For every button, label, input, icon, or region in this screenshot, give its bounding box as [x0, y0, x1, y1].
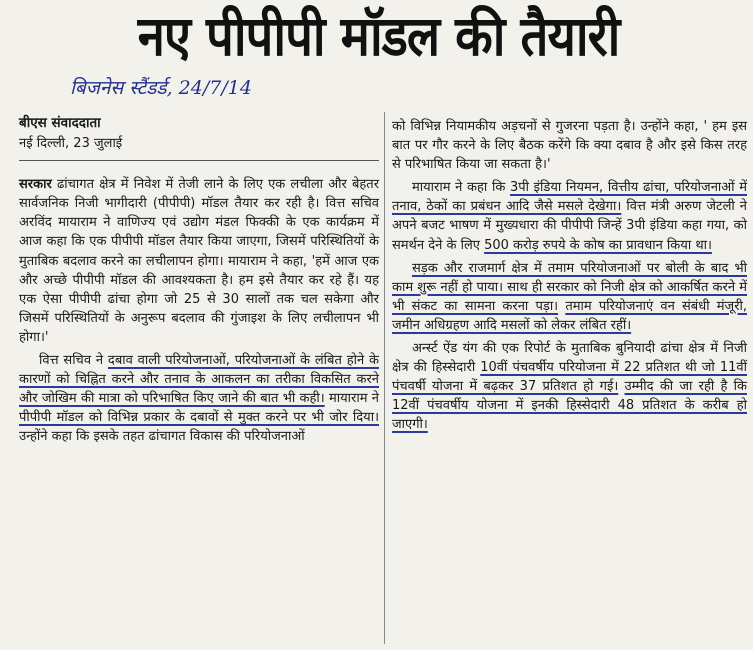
dateline: नई दिल्ली, 23 जुलाई	[19, 136, 123, 152]
underlined-text: दबाव वाली परियोजनाओं, परियोजनाओं के लंबित होने के कारणों को चिह्नित करने और तनाव के आकलन का तरीका विकसित करने और जोखिम की मात्रा को परिभाषित किए जाने की बात भी कही।	[19, 353, 379, 407]
underlined-text: 10वीं पंचवर्षीय परियोजना में 22 प्रतिशत थी जो 11वीं पंचवर्षी योजना में बढ़कर 37 प्रतिशत हो गई।	[392, 360, 747, 395]
paragraph-text: ढांचागत क्षेत्र में निवेश में तेजी लाने के लिए एक लचीला और बेहतर सार्वजनिक निजी भागीदारी (पीपीपी) मॉडल तैयार कर रही है। वित्त सचिव अरविंद मायाराम ने वाणिज्य एवं उद्योग मंडल फिक्की के एक कार्यक्रम में आज कहा कि एक पीपीपी मॉडल तैयार किया जाएगा, जिसमें परिस्थितियों के मुताबिक बदलाव करने का लचीलापन होगा। मायाराम ने कहा, 'हमें आज एक और अच्छे पीपीपी मॉडल की आवश्यकता है। हम इसे तैयार कर रहे हैं। यह एक ऐसा पीपीपी ढांचा होगा जो 25 से 30 सालों तक चल सकेगा और जिसमें परिस्थितियों के अनुरूप बदलाव की गुंजाइश के लिए लचीलापन भी होगा।'	[19, 177, 380, 345]
right-column	[392, 117, 747, 439]
lead-word: सरकार	[19, 177, 52, 193]
paragraph-3: को विभिन्न नियामकीय अड़चनों से गुजरना पड़ता है। उन्होंने कहा, ' हम इस बात पर गौर करने के लिए बैठक करेंगे कि क्या दबाव है और इसे किस तरह से परिभाषित किया जा सकता है।'	[392, 119, 747, 173]
paragraph-text: अर्न्स्ट ऐंड यंग की एक रिपोर्ट के मुताबिक बुनियादी ढांचा क्षेत्र में निजी क्षेत्र की हिस्सेदारी	[392, 341, 747, 376]
paragraph-text: वित्त सचिव ने	[39, 353, 104, 369]
paragraph-2	[19, 351, 379, 446]
paragraph-4	[392, 178, 747, 254]
paragraph-text: मायाराम ने कहा कि	[412, 180, 506, 196]
paragraph-6	[392, 339, 747, 434]
underlined-text: 500 करोड़ रुपये के कोष का प्रावधान किया था।	[484, 237, 712, 253]
left-column	[19, 114, 379, 451]
underlined-text: पीपीपी मॉडल को विभिन्न प्रकार के दबावों से मुक्त करने पर भी जोर दिया।	[19, 410, 379, 426]
headline: नए पीपीपी मॉडल की तैयारी	[137, 4, 620, 69]
underlined-text: 3पी इंडिया नियमन, वित्तीय ढांचा, परियोजनाओं में तनाव, ठेकों का प्रबंधन आदि जैसे मसले देखेगा।	[392, 180, 747, 215]
paragraph-text: वित्त मंत्री अरुण जेटली ने अपने बजट भाषण में मुख्यधारा की पीपीपी जिन्हें 3पी इंडिया कहा गया, को समर्थन देने के लिए	[392, 199, 747, 253]
paragraph-text: उन्होंने कहा कि इसके तहत ढांचागत विकास की परियोजनाओं	[19, 429, 305, 445]
paragraph-text: मायाराम ने	[329, 391, 379, 407]
underlined-text: उम्मीद की जा रही है कि 12वीं पंचवर्षीय योजना में इनकी हिस्सेदारी 48 प्रतिशत के करीब हो जाएगी।	[392, 379, 747, 433]
handwritten-source-note: बिजनेस स्टैंडर्ड, 24/7/14	[70, 77, 252, 99]
paragraph-1	[19, 175, 379, 347]
paragraph-5	[392, 259, 747, 335]
column-divider	[384, 112, 385, 644]
underlined-text: तमाम परियोजनाएं वन संबंधी मंजूरी, जमीन अधिग्रहण आदि मसलों को लेकर लंबित रहीं।	[392, 298, 748, 333]
byline: बीएस संवाददाता	[19, 115, 101, 131]
underlined-text: सड़क और राजमार्ग क्षेत्र में तमाम परियोजनाओं पर बोली के बाद भी काम शुरू नहीं हो पाया। साथ ही सरकार को निजी क्षेत्र को आकर्षित करने में भी संकट का सामना करना पड़ा।	[392, 260, 747, 314]
